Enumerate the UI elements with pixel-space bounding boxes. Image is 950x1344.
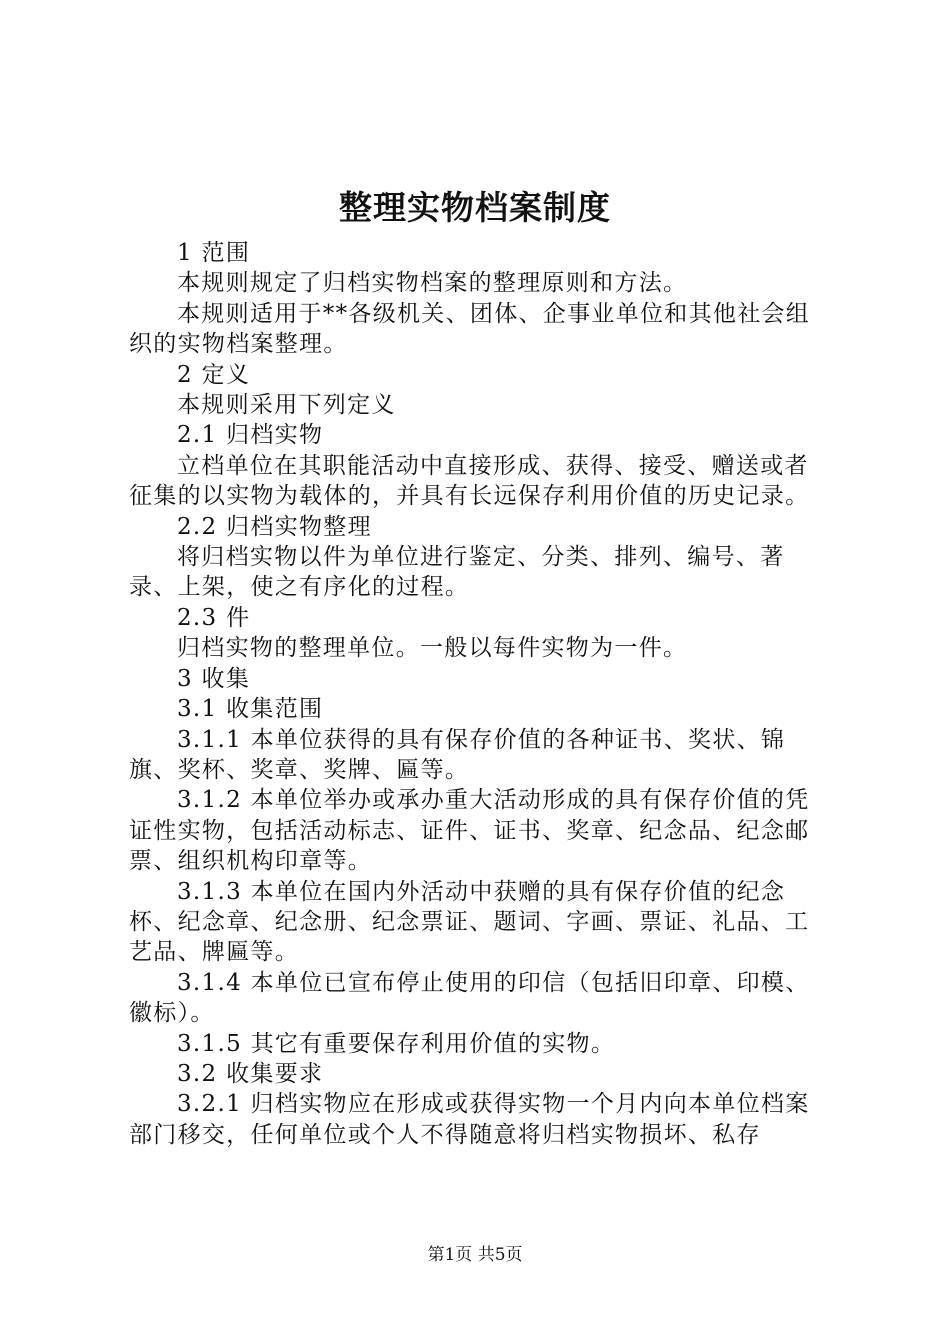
page-number: 第1页 共5页: [427, 1245, 523, 1265]
paragraph: 3.2.1 归档实物应在形成或获得实物一个月内向本单位档案部门移交，任何单位或个人不得随意将归档实物损坏、私存: [129, 1091, 810, 1148]
document-body: [129, 238, 833, 1150]
paragraph: 本规则适用于**各级机关、团体、企事业单位和其他社会组织的实物档案整理。: [129, 300, 811, 358]
paragraph: 立档单位在其职能活动中直接形成、获得、接受、赠送或者征集的以实物为载体的，并具有长远保存利用价值的历史记录。: [129, 452, 810, 510]
paragraph: 将归档实物以件为单位进行鉴定、分类、排列、编号、著录、上架，使之有序化的过程。: [129, 544, 785, 601]
subsection-heading: 2.3 件: [177, 604, 251, 631]
subsection-heading: 3.2 收集要求: [177, 1060, 324, 1087]
section-heading: 3 收集: [177, 665, 251, 692]
section-heading: 1 范围: [177, 240, 251, 266]
subsection-heading: 2.1 归档实物: [177, 422, 324, 449]
paragraph: 3.1.5 其它有重要保存利用价值的实物。: [177, 1030, 616, 1057]
paragraph: 3.1.1 本单位获得的具有保存价值的各种证书、奖状、锦旗、奖杯、奖章、奖牌、匾等。: [129, 726, 786, 783]
section-heading: 2 定义: [177, 361, 251, 388]
subsection-heading: 2.2 归档实物整理: [177, 513, 372, 540]
paragraph: 本规则规定了归档实物档案的整理原则和方法。: [177, 270, 688, 297]
subsection-heading: 3.1 收集范围: [177, 696, 324, 723]
document-title: 整理实物档案制度: [339, 188, 611, 227]
paragraph: 3.1.4 本单位已宣布停止使用的印信（包括旧印章、印模、徽标）。: [129, 969, 810, 1027]
paragraph: 本规则采用下列定义: [177, 392, 396, 419]
paragraph: 3.1.3 本单位在国内外活动中获赠的具有保存价值的纪念杯、纪念章、纪念册、纪念票证、题词、字画、票证、礼品、工艺品、牌匾等。: [129, 878, 810, 966]
paragraph: 归档实物的整理单位。一般以每件实物为一件。: [177, 635, 688, 662]
paragraph: 3.1.2 本单位举办或承办重大活动形成的具有保存价值的凭证性实物，包括活动标志、证件、证书、奖章、纪念品、纪念邮票、组织机构印章等。: [129, 787, 810, 875]
